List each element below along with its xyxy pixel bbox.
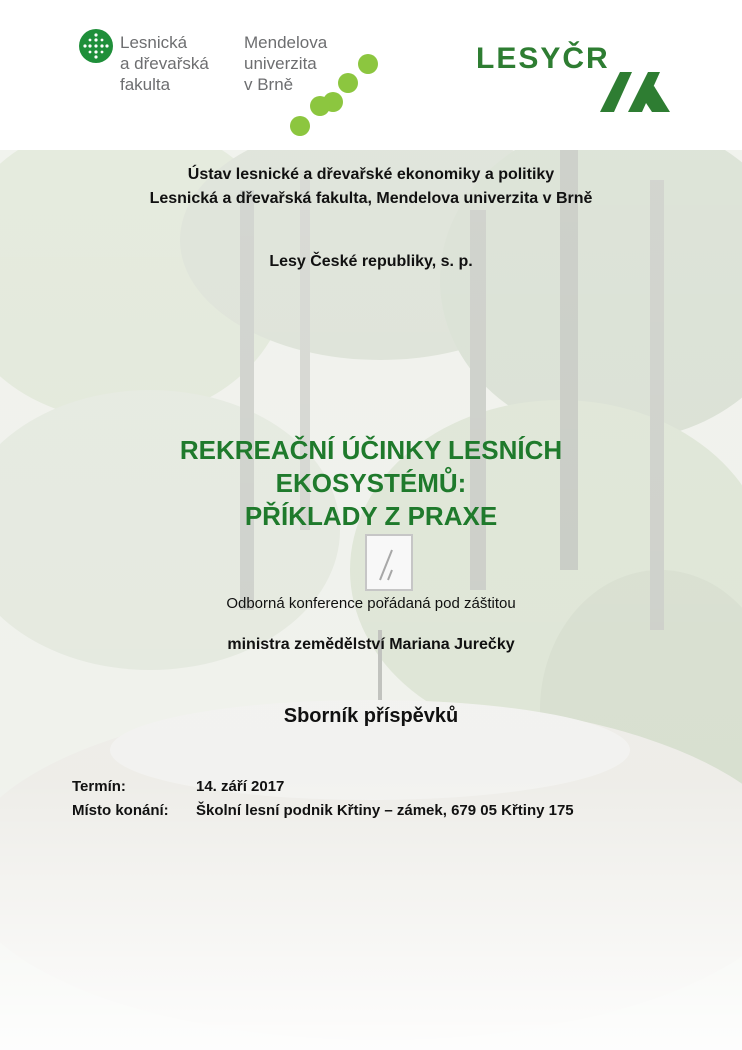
mendelu-logo-line: Mendelova bbox=[244, 33, 328, 52]
conference-title bbox=[0, 434, 742, 533]
faculty-line: Lesnická a dřevařská fakulta, Mendelova univerzita v Brně bbox=[149, 190, 593, 207]
lesy-cr-logo bbox=[476, 42, 676, 118]
title-line: REKREAČNÍ ÚČINKY LESNÍCH bbox=[179, 435, 563, 465]
title-line: EKOSYSTÉMŮ: bbox=[275, 468, 467, 498]
ldf-emblem-icon bbox=[78, 28, 114, 64]
ldf-logo-line: a dřevařská bbox=[120, 54, 209, 73]
term-row bbox=[72, 778, 284, 795]
venue-row bbox=[72, 802, 574, 819]
institute-heading bbox=[0, 163, 742, 211]
venue-label: Místo konání: bbox=[72, 802, 169, 819]
mendelu-dots-icon bbox=[278, 26, 398, 141]
mendelu-logo-line: v Brně bbox=[244, 75, 294, 94]
lesy-cr-logo-text: LESYČR bbox=[476, 42, 610, 75]
partner-organization: Lesy České republiky, s. p. bbox=[269, 253, 473, 270]
term-label: Termín: bbox=[72, 778, 126, 795]
conference-subtitle: Odborná konference pořádaná pod záštitou bbox=[226, 595, 516, 612]
ldf-logo-text bbox=[120, 32, 209, 95]
title-line: PŘÍKLADY Z PRAXE bbox=[244, 501, 498, 531]
ldf-logo-line: fakulta bbox=[120, 75, 171, 94]
mendelu-logo-line: univerzita bbox=[244, 54, 317, 73]
ldf-logo-line: Lesnická bbox=[120, 33, 188, 52]
institute-line: Ústav lesnické a dřevařské ekonomiky a politiky bbox=[187, 166, 555, 183]
lesy-cr-arrows-icon bbox=[592, 66, 672, 116]
mendelu-ldf-logo bbox=[78, 26, 378, 141]
patron-line: ministra zemědělství Mariana Jurečky bbox=[227, 636, 515, 653]
proceedings-heading: Sborník příspěvků bbox=[283, 705, 459, 727]
term-value: 14. září 2017 bbox=[196, 778, 285, 795]
venue-value: Školní lesní podnik Křtiny – zámek, 679 05 Křtiny 175 bbox=[196, 802, 574, 819]
